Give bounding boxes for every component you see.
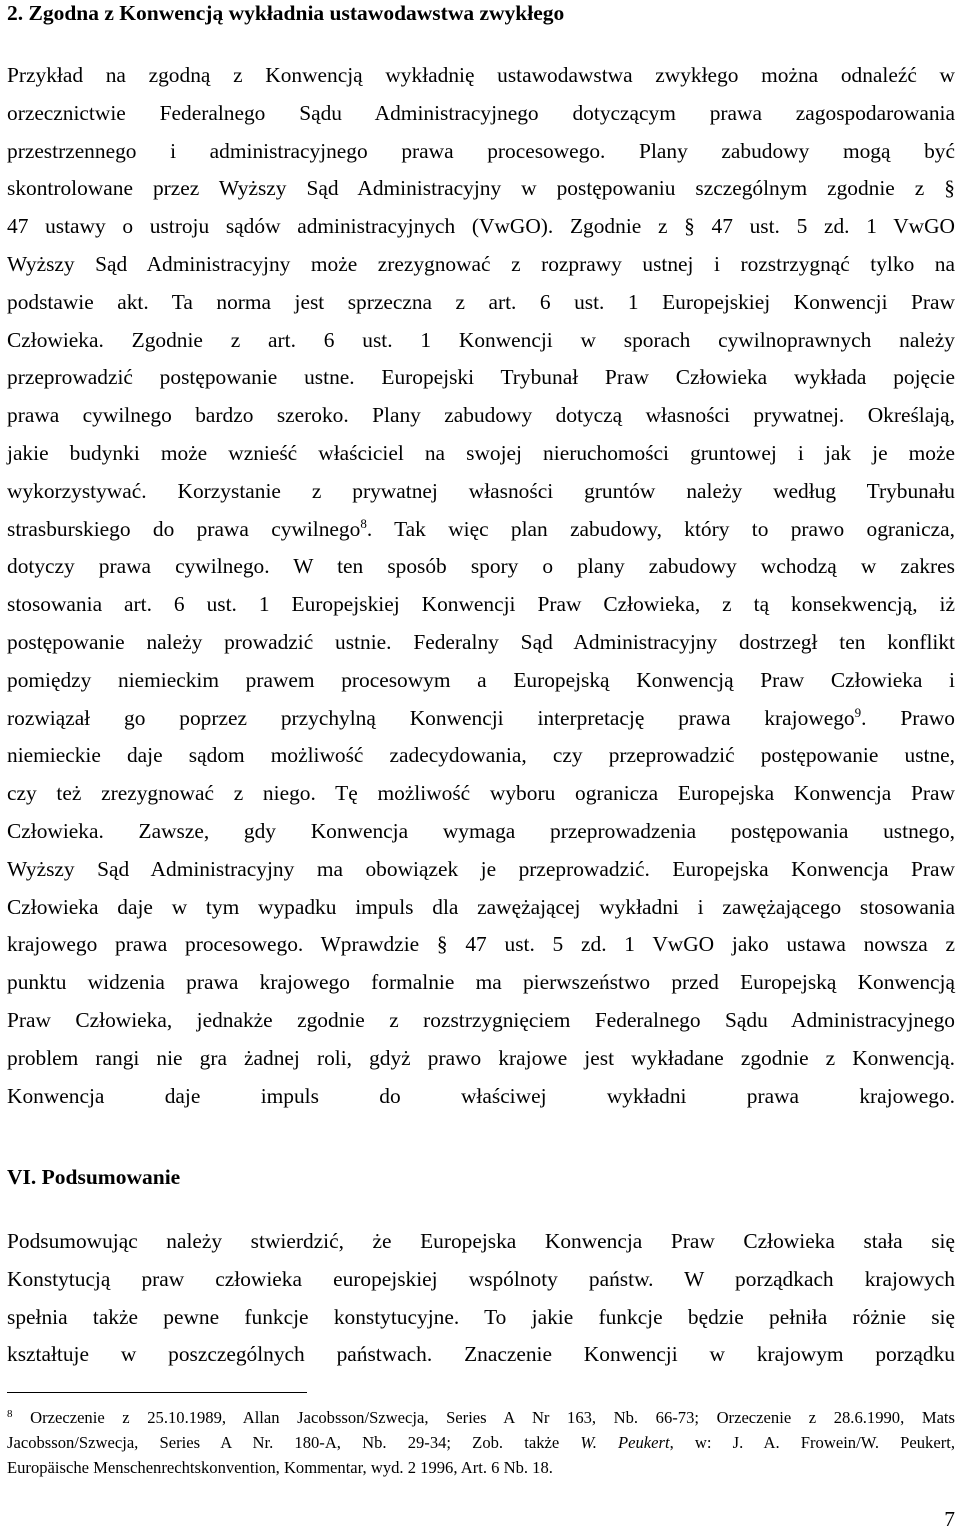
line-text: . Prawo xyxy=(861,705,955,730)
paragraph-line: przestrzennego i administracyjnego prawa procesowego. Plany zabudowy mogą być xyxy=(7,138,955,163)
paragraph-line: pomiędzy niemieckim prawem procesowym a Europejską Konwencją Praw Człowieka i xyxy=(7,667,955,692)
paragraph-line: Człowieka daje w tym wypadku impuls dla zawężającej wykładni i zawężającego stosowania xyxy=(7,894,955,919)
line-text: . Tak więc plan zabudowy, który to prawo ogranicza, xyxy=(366,516,955,541)
paragraph-line: orzecznictwie Federalnego Sądu Administracyjnego dotyczącym prawa zagospodarowania xyxy=(7,100,955,125)
paragraph-line: punktu widzenia prawa krajowego formalnie ma pierwszeństwo przed Europejską Konwencją xyxy=(7,970,955,995)
paragraph-line: prawa cywilnego bardzo szeroko. Plany zabudowy dotyczą własności prywatnej. Określają, xyxy=(7,403,955,428)
paragraph-line: 47 ustawy o ustroju sądów administracyjnych (VwGO). Zgodnie z § 47 ust. 5 zd. 1 VwGO xyxy=(7,214,955,239)
paragraph-line: niemieckie daje sądom możliwość zadecydowania, czy przeprowadzić postępowanie ustne, xyxy=(7,743,955,768)
paragraph-line: Konstytucją praw człowieka europejskiej wspólnoty państw. W porządkach krajowych xyxy=(7,1266,955,1291)
line-text: rozwiązał go poprzez przychylną Konwencji interpretację prawa krajowego xyxy=(7,705,855,730)
paragraph-line: Człowieka. Zawsze, gdy Konwencja wymaga przeprowadzenia postępowania ustnego, xyxy=(7,818,955,843)
paragraph-line: problem rangi nie gra żadnej roli, gdyż prawo krajowe jest wykładane zgodnie z Konwencją. xyxy=(7,1045,955,1070)
paragraph-line: skontrolowane przez Wyższy Sąd Administracyjny w postępowaniu szczególnym zgodnie z § xyxy=(7,176,955,201)
paragraph-line xyxy=(7,511,955,549)
paragraph-line: spełnia także pewne funkcje konstytucyjne. To jakie funkcje będzie pełniła różnie się xyxy=(7,1304,955,1329)
paragraph-line: kształtuje w poszczególnych państwach. Znaczenie Konwencji w krajowym porządku xyxy=(7,1342,955,1367)
section-title: VI. Podsumowanie xyxy=(7,1165,181,1189)
paragraph-line: stosowania art. 6 ust. 1 Europejskiej Konwencji Praw Człowieka, z tą konsekwencją, iż xyxy=(7,592,955,617)
paragraph-line: dotyczy prawa cywilnego. W ten sposób spory o plany zabudowy wchodzą w zakres xyxy=(7,554,955,579)
paragraph-line: jakie budynki może wznieść właściciel na swojej nieruchomości gruntowej i jak je może xyxy=(7,440,955,465)
paragraph-line: przeprowadzić postępowanie ustne. Europejski Trybunał Praw Człowieka wykłada pojęcie xyxy=(7,365,955,390)
paragraph-line: Konwencja daje impuls do właściwej wykładni prawa krajowego. xyxy=(7,1083,955,1108)
footnote-text: Orzeczenie z 25.10.1989, Allan Jacobsson/Szwecja, Series A Nr 163, Nb. 66-73; Orzeczenie z 28.6.1990, Mats xyxy=(30,1408,956,1427)
footnote-separator xyxy=(7,1392,307,1393)
body-paragraph xyxy=(7,57,955,1115)
footnote-text: Jacobsson/Szwecja, Series A Nr. 180-A, Nb. 29-34; Zob. także xyxy=(7,1432,581,1452)
footnote-reference[interactable]: 8 xyxy=(360,515,367,531)
paragraph-line xyxy=(7,700,955,738)
footnote-reference[interactable]: 9 xyxy=(854,704,862,720)
footnote-author: W. Peukert xyxy=(580,1432,670,1452)
paragraph-line: postępowanie należy prowadzić ustnie. Federalny Sąd Administracyjny dostrzegł ten konflikt xyxy=(7,629,955,654)
paragraph-line: krajowego prawa procesowego. Wprawdzie § 47 ust. 5 zd. 1 VwGO jako ustawa nowsza z xyxy=(7,932,955,957)
summary-paragraph xyxy=(7,1223,955,1374)
footnote-line xyxy=(7,1431,955,1456)
footnote xyxy=(7,1406,955,1480)
section-heading: 2. Zgodna z Konwencją wykładnia ustawodawstwa zwykłego xyxy=(7,1,565,25)
paragraph-line: Praw Człowieka, jednakże zgodnie z rozstrzygnięciem Federalnego Sądu Administracyjnego xyxy=(7,1007,955,1032)
line-text: strasburskiego do prawa cywilnego xyxy=(7,516,361,541)
paragraph-line: czy też zrezygnować z niego. Tę możliwość wyboru ogranicza Europejska Konwencja Praw xyxy=(7,781,955,806)
paragraph-line: podstawie akt. Ta norma jest sprzeczna z art. 6 ust. 1 Europejskiej Konwencji Praw xyxy=(7,289,955,314)
footnote-line xyxy=(7,1406,955,1431)
paragraph-line: Podsumowując należy stwierdzić, że Europejska Konwencja Praw Człowieka stała się xyxy=(7,1229,955,1253)
paragraph-line: wykorzystywać. Korzystanie z prywatnej własności gruntów należy według Trybunału xyxy=(7,478,955,503)
paragraph-line: Człowieka. Zgodnie z art. 6 ust. 1 Konwencji w sporach cywilnoprawnych należy xyxy=(7,327,955,352)
paragraph-line: Wyższy Sąd Administracyjny ma obowiązek je przeprowadzić. Europejska Konwencja Praw xyxy=(7,856,955,881)
footnote-text: , w: J. A. Frowein/W. Peukert, xyxy=(669,1432,955,1452)
footnote-line: Europäische Menschenrechtskonvention, Kommentar, wyd. 2 1996, Art. 6 Nb. 18. xyxy=(7,1457,553,1477)
paragraph-line: Wyższy Sąd Administracyjny może zrezygnować z rozprawy ustnej i rozstrzygnąć tylko na xyxy=(7,251,955,276)
footnote-number: 8 xyxy=(7,1408,13,1420)
page-number: 7 xyxy=(944,1507,955,1531)
paragraph-line: Przykład na zgodną z Konwencją wykładnię ustawodawstwa zwykłego można odnaleźć w xyxy=(7,63,955,87)
